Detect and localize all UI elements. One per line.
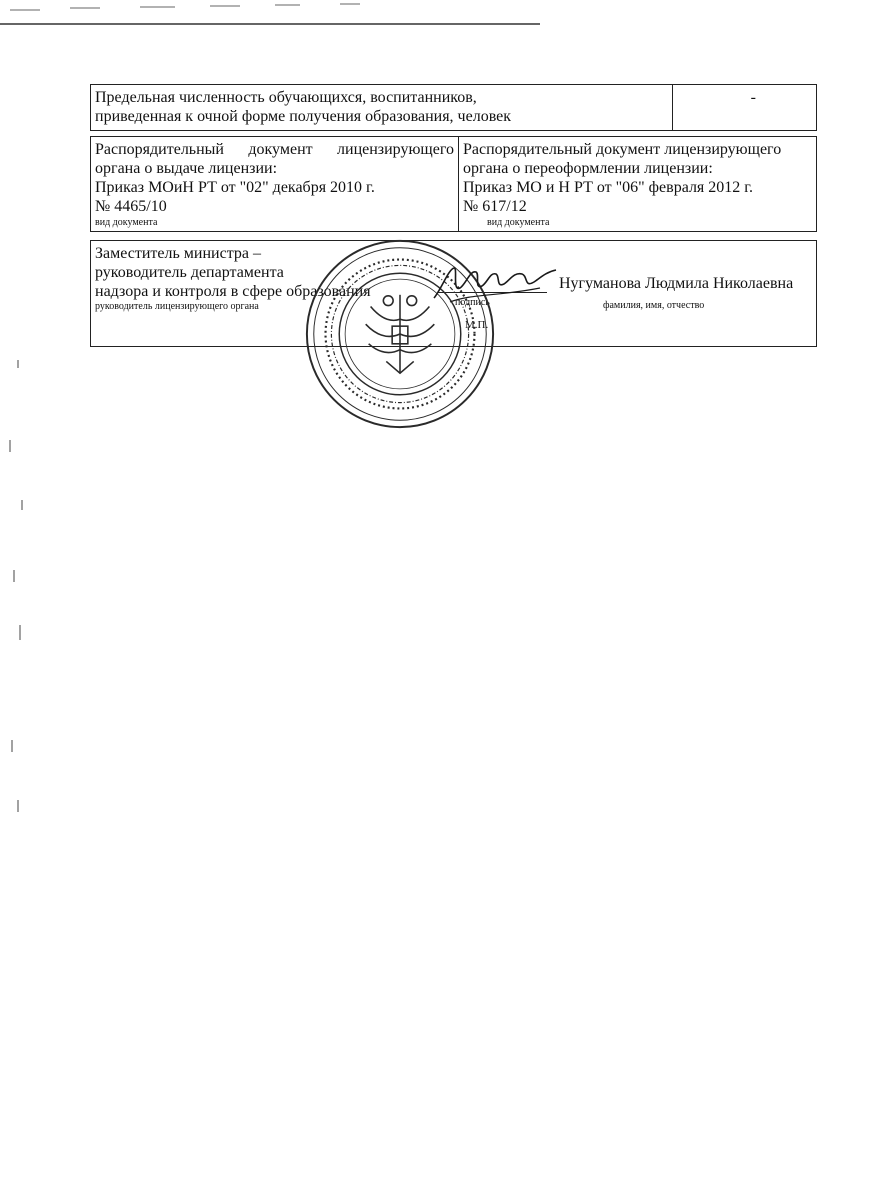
reissue-doc-line2: органа о переоформлении лицензии: (463, 160, 713, 177)
seal-label: М.П. (465, 319, 489, 331)
issue-doc-caption: вид документа (95, 217, 158, 228)
documents-table (90, 136, 817, 232)
reissue-doc-caption: вид документа (487, 217, 550, 228)
capacity-value-text: - (750, 89, 756, 106)
signature-caption: подпись (455, 297, 490, 308)
issue-doc-line2: органа о выдаче лицензии: (95, 160, 278, 177)
position-line1: Заместитель министра – (95, 245, 261, 262)
issue-document-cell (91, 137, 459, 232)
reissue-doc-number: № 617/12 (463, 198, 527, 215)
reissue-doc-line1: Распорядительный документ лицензирующего (463, 141, 782, 158)
capacity-label-line2: приведенная к очной форме получения образования, человек (95, 108, 512, 125)
documents-row (91, 137, 817, 232)
signatory-name: Нугуманова Людмила Николаевна (559, 275, 794, 292)
capacity-value (673, 85, 817, 131)
capacity-label (91, 85, 673, 131)
scan-border-artifact (0, 0, 872, 40)
signatory-name-caption: фамилия, имя, отчество (603, 300, 705, 311)
position-line2: руководитель департамента (95, 264, 284, 281)
left-edge-artifacts (0, 360, 40, 880)
handwritten-signature (430, 258, 560, 308)
issue-doc-number: № 4465/10 (95, 198, 167, 215)
issue-doc-line1: Распорядительный документ лицензирующего (95, 141, 454, 158)
position-line3: надзора и контроля в сфере образования (95, 283, 371, 300)
license-annex-table (90, 84, 817, 131)
reissue-document-cell (459, 137, 817, 232)
reissue-doc-order: Приказ МО и Н РТ от "06" февраля 2012 г. (463, 179, 754, 196)
capacity-row (91, 85, 817, 131)
capacity-label-line1: Предельная численность обучающихся, воспитанников, (95, 89, 477, 106)
position-caption: руководитель лицензирующего органа (95, 301, 259, 312)
issue-doc-order: Приказ МОиН РТ от "02" декабря 2010 г. (95, 179, 375, 196)
